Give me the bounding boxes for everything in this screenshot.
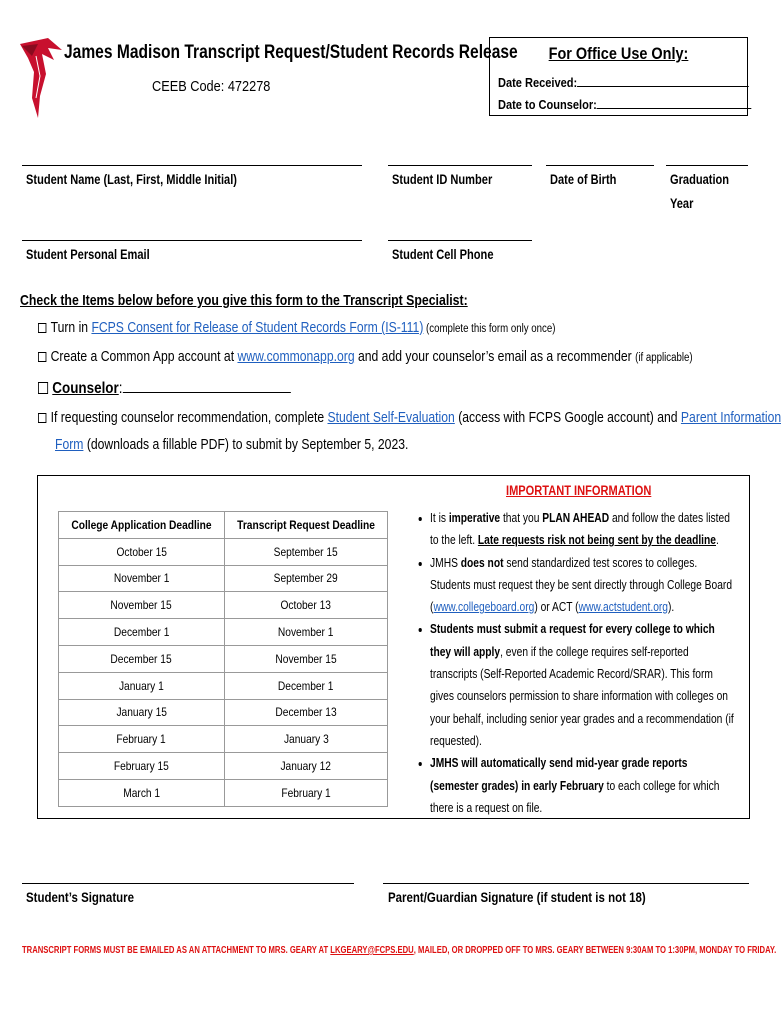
transcript-deadline-cell: December 1 — [224, 672, 387, 699]
transcript-deadline-cell: September 15 — [224, 538, 387, 565]
student-name-label: Student Name (Last, First, Middle Initial) — [26, 172, 237, 187]
deadline-table — [58, 511, 388, 807]
col-header-college: College Application Deadline — [59, 512, 225, 539]
collegeboard-link[interactable]: www.collegeboard.org — [433, 600, 535, 615]
important-title: IMPORTANT INFORMATION — [506, 483, 652, 498]
checklist-item-consent: Turn in FCPS Consent for Release of Student Records Form (IS-111) (complete this form only once) — [38, 320, 555, 336]
date-to-counselor-field[interactable]: Date to Counselor: — [498, 96, 752, 112]
table-row — [59, 753, 388, 780]
table-row — [59, 645, 388, 672]
student-signature-label: Student’s Signature — [26, 889, 135, 905]
college-deadline-cell: November 1 — [59, 565, 225, 592]
consent-form-link[interactable]: FCPS Consent for Release of Student Records Form (IS-111) — [91, 320, 424, 336]
checkbox[interactable] — [38, 352, 46, 362]
checklist-item-commonapp: Create a Common App account at www.commonapp.org and add your counselor’s email as a recommender (if applicable) — [38, 349, 693, 365]
date-received-field[interactable]: Date Received: — [498, 74, 749, 90]
student-name-line[interactable] — [22, 165, 362, 166]
college-deadline-cell: February 15 — [59, 753, 225, 780]
checklist-item-counselor: Counselor: — [38, 378, 290, 398]
school-logo — [18, 36, 64, 120]
self-evaluation-link[interactable]: Student Self-Evaluation — [327, 410, 455, 426]
office-use-title: For Office Use Only: — [548, 44, 689, 63]
college-deadline-cell: October 15 — [59, 538, 225, 565]
transcript-deadline-cell: November 15 — [224, 645, 387, 672]
table-row — [59, 779, 388, 806]
table-row — [59, 565, 388, 592]
parent-signature-line[interactable] — [383, 883, 749, 884]
office-use-box — [489, 37, 748, 116]
commonapp-link[interactable]: www.commonapp.org — [237, 349, 355, 365]
table-row — [59, 619, 388, 646]
transcript-deadline-cell: December 13 — [224, 699, 387, 726]
table-row — [59, 538, 388, 565]
table-row — [59, 699, 388, 726]
email-line[interactable] — [22, 240, 362, 241]
college-deadline-cell: January 15 — [59, 699, 225, 726]
graduation-line[interactable] — [666, 165, 748, 166]
table-row — [59, 672, 388, 699]
dob-label: Date of Birth — [550, 172, 617, 187]
graduation-label-2: Year — [670, 196, 694, 211]
college-deadline-cell: March 1 — [59, 779, 225, 806]
dob-line[interactable] — [546, 165, 654, 166]
transcript-deadline-cell: October 13 — [224, 592, 387, 619]
cell-line[interactable] — [388, 240, 532, 241]
checklist-item-self-eval-cont: Form (downloads a fillable PDF) to submit by September 5, 2023. — [55, 437, 409, 453]
graduation-label-1: Graduation — [670, 172, 730, 187]
student-signature-line[interactable] — [22, 883, 354, 884]
info-item-plan-ahead: • It is imperative that you PLAN AHEAD and follow the dates listed to the left. Late requests risk not being sent by the deadline. — [430, 507, 737, 552]
footer-instructions: TRANSCRIPT FORMS MUST BE EMAILED AS AN ATTACHMENT TO MRS. GEARY AT LKGEARY@FCPS.EDU, MAILED, OR DROPPED OFF TO MRS. GEARY BETWEEN 9:30AM TO 1:30PM, MONDAY TO FRIDAY. — [22, 944, 777, 956]
checkbox[interactable] — [38, 413, 46, 423]
checklist-heading: Check the Items below before you give this form to the Transcript Specialist: — [20, 292, 468, 309]
info-item-mid-year: • JMHS will automatically send mid-year grade reports (semester grades) in early February to each college for which there is a request on file. — [430, 752, 737, 819]
college-deadline-cell: February 1 — [59, 726, 225, 753]
transcript-deadline-cell: January 3 — [224, 726, 387, 753]
info-item-test-scores: • JMHS does not send standardized test scores to colleges. Students must request they be sent directly through College Board (www.collegeboard.org) or ACT (www.actstudent.org). — [430, 552, 737, 619]
important-info-list — [412, 507, 737, 819]
info-item-every-college: • Students must submit a request for every college to which they will apply, even if the college requires self-reported transcripts (Self-Reported Academic Record/SRAR). This form gives counselors permission to share information with colleges on your behalf, including senior year grades and a recommendation (if requested). — [430, 618, 737, 752]
parent-info-link-cont[interactable]: Form — [55, 437, 84, 453]
table-row — [59, 726, 388, 753]
page-title: James Madison Transcript Request/Student Records Release — [64, 42, 518, 63]
college-deadline-cell: December 1 — [59, 619, 225, 646]
parent-signature-label: Parent/Guardian Signature (if student is not 18) — [388, 889, 646, 905]
email-label: Student Personal Email — [26, 247, 150, 262]
geary-email-link[interactable]: LKGEARY@FCPS.EDU — [330, 944, 414, 956]
college-deadline-cell: January 1 — [59, 672, 225, 699]
transcript-deadline-cell: November 1 — [224, 619, 387, 646]
transcript-deadline-cell: September 29 — [224, 565, 387, 592]
parent-info-link[interactable]: Parent Information — [680, 410, 781, 426]
actstudent-link[interactable]: www.actstudent.org — [578, 600, 669, 615]
cell-label: Student Cell Phone — [392, 247, 494, 262]
col-header-transcript: Transcript Request Deadline — [224, 512, 387, 539]
student-id-line[interactable] — [388, 165, 532, 166]
college-deadline-cell: December 15 — [59, 645, 225, 672]
counselor-field[interactable] — [122, 378, 290, 393]
college-deadline-cell: November 15 — [59, 592, 225, 619]
checklist-item-self-eval: If requesting counselor recommendation, complete Student Self-Evaluation (access with FCPS Google account) and Parent Information — [38, 410, 781, 426]
transcript-deadline-cell: February 1 — [224, 779, 387, 806]
table-row — [59, 592, 388, 619]
ceeb-code: CEEB Code: 472278 — [152, 78, 271, 95]
checkbox[interactable] — [38, 323, 46, 333]
checkbox[interactable] — [38, 382, 48, 394]
transcript-deadline-cell: January 12 — [224, 753, 387, 780]
student-id-label: Student ID Number — [392, 172, 493, 187]
